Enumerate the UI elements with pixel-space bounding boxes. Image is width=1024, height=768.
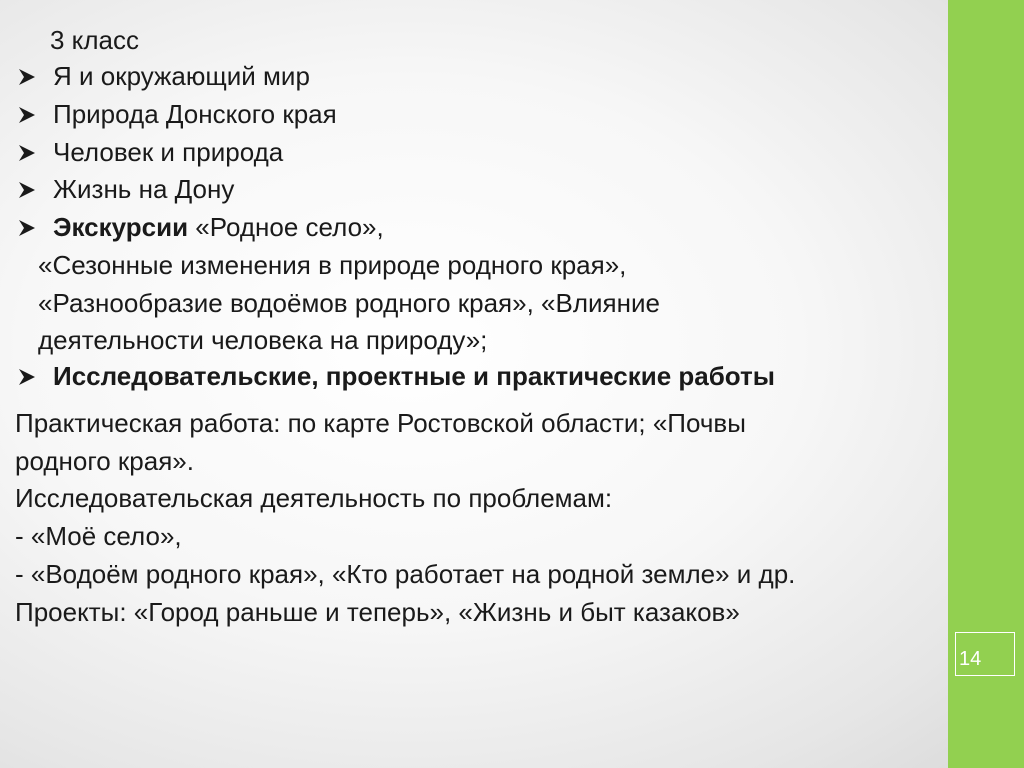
grade-heading: 3 класс [50, 25, 139, 55]
arrowhead-bullet-icon [16, 142, 38, 164]
excursions-first-line: «Родное село», [188, 212, 384, 242]
excursions-continuation: «Сезонные изменения в природе родного края», [38, 250, 627, 280]
paragraph-line: Проекты: «Город раньше и теперь», «Жизнь и быт казаков» [15, 597, 740, 627]
arrowhead-bullet-icon [16, 179, 38, 201]
arrowhead-bullet-icon [16, 66, 38, 88]
arrowhead-bullet-icon [16, 366, 38, 388]
list-item: Человек и природа [53, 137, 284, 167]
excursions-continuation: деятельности человека на природу»; [38, 325, 488, 355]
paragraph-line: родного края». [15, 446, 194, 476]
arrowhead-bullet-icon [16, 104, 38, 126]
list-item: Жизнь на Дону [53, 174, 235, 204]
excursions-item [53, 212, 384, 242]
paragraph-line: Практическая работа: по карте Ростовской области; «Почвы [15, 408, 746, 438]
paragraph-line: - «Водоём родного края», «Кто работает на родной земле» и др. [15, 559, 796, 589]
paragraph-line: - «Моё село», [15, 521, 182, 551]
excursions-continuation: «Разнообразие водоёмов родного края», «Влияние [38, 288, 660, 318]
arrowhead-bullet-icon [16, 217, 38, 239]
list-item: Природа Донского края [53, 99, 337, 129]
list-item: Я и окружающий мир [53, 61, 310, 91]
research-heading: Исследовательские, проектные и практические работы [53, 361, 775, 391]
paragraph-line: Исследовательская деятельность по проблемам: [15, 483, 613, 513]
excursions-label: Экскурсии [53, 212, 189, 242]
slide-number: 14 [955, 632, 1015, 676]
